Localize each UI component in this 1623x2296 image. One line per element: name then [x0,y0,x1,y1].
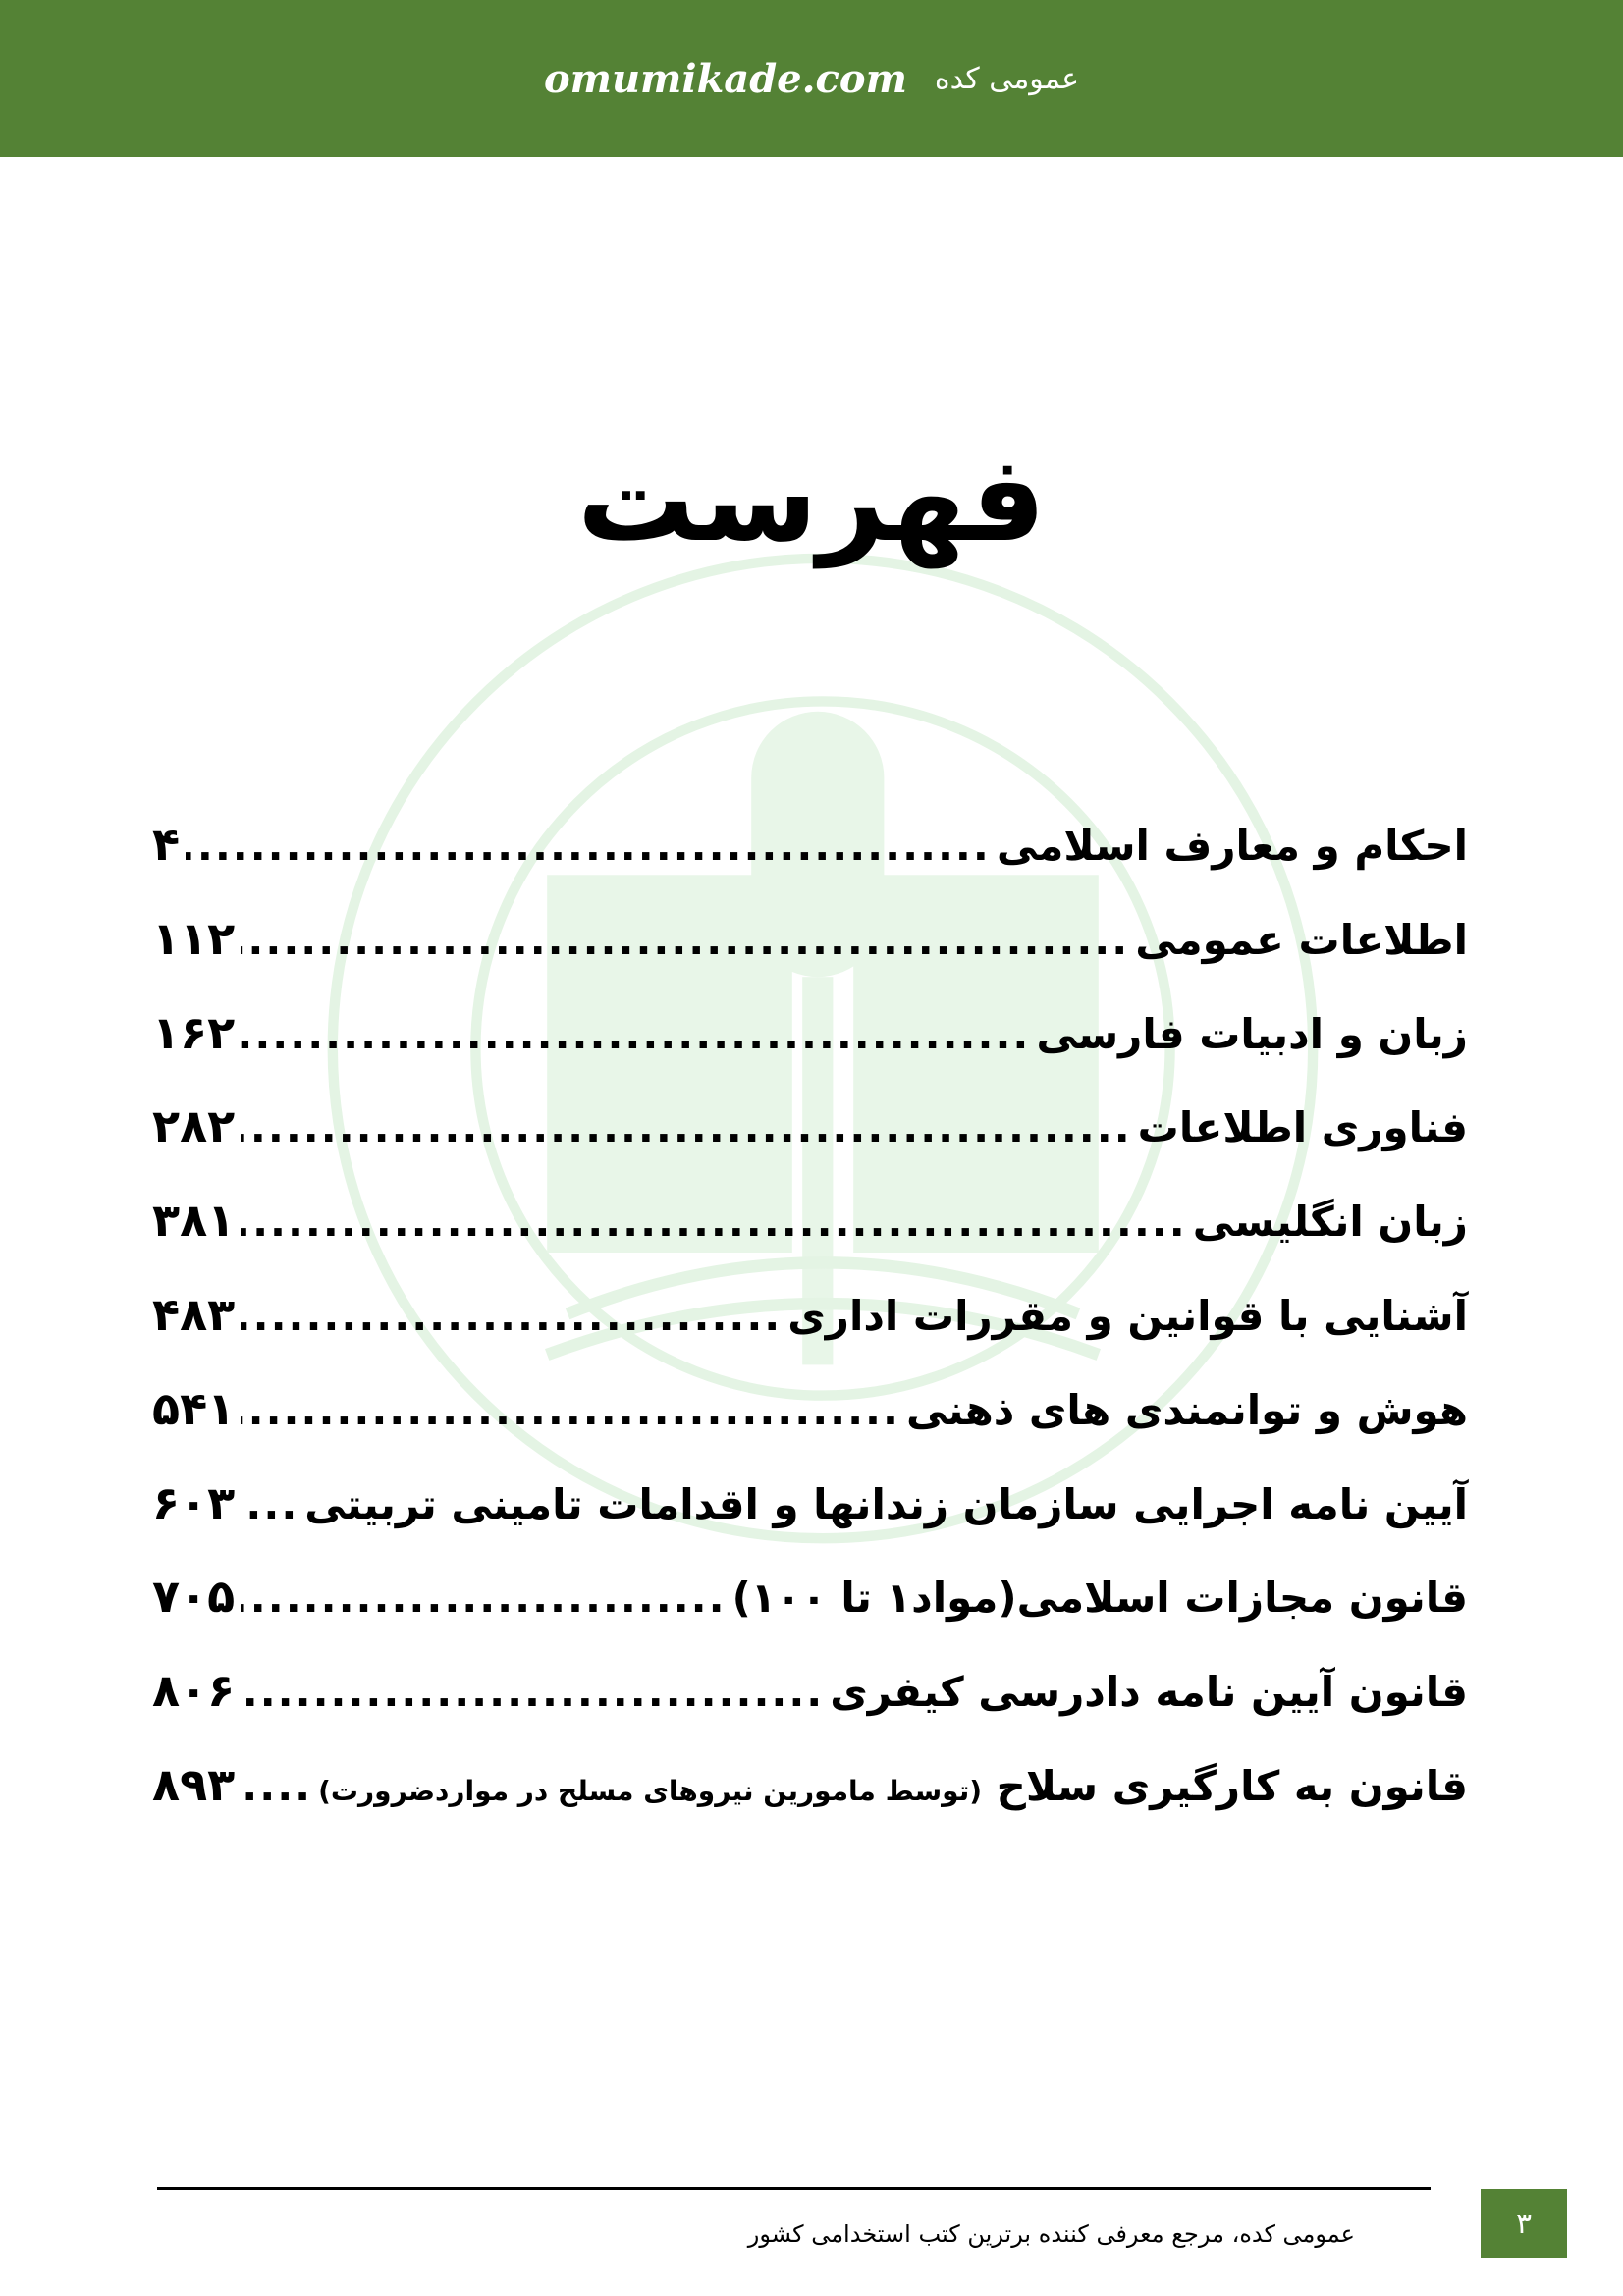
toc-entry-page: ۵۴۱ [152,1381,236,1435]
toc-entry-page: ۶۰۳ [152,1475,236,1529]
toc-entry[interactable] [152,1288,1468,1382]
toc-entry-label: قانون مجازات اسلامی(مواد۱ تا ۱۰۰) [731,1574,1468,1623]
toc-entry-page: ۴۸۳ [152,1287,236,1341]
toc-entry[interactable] [152,1664,1468,1758]
toc-leader-dots [186,822,991,870]
toc-leader-dots [241,1198,1186,1246]
site-url[interactable]: omumikade.com [543,55,907,102]
toc-leader-dots [241,1103,1131,1151]
toc-entry[interactable] [152,1194,1468,1288]
toc-entry-label-note: (توسط مامورین نیروهای مسلح در مواردضرورت) [318,1774,983,1807]
page-header [0,0,1623,157]
footer-divider [157,2187,1431,2190]
toc-entry-page: ۸۹۳ [152,1757,236,1811]
toc-entry-page: ۱۱۲ [152,911,236,965]
toc-leader-dots [241,1292,782,1340]
toc-entry-label-main: قانون به کارگیری سلاح [982,1761,1468,1810]
toc-entry[interactable] [152,1570,1468,1664]
toc-entry-label: هوش و توانمندی های ذهنی [905,1385,1468,1434]
toc-entry-label: آشنایی با قوانین و مقررات اداری [787,1291,1468,1340]
toc-leader-dots [241,1668,824,1716]
toc-entry[interactable] [152,1382,1468,1476]
toc-entry-page: ۸۰۶ [152,1664,236,1718]
toc-entry-label: اطلاعات عمومی [1135,915,1468,964]
toc-entry[interactable] [152,1099,1468,1194]
toc-entry-label: قانون آیین نامه دادرسی کیفری [830,1668,1468,1717]
toc-entry[interactable] [152,1476,1468,1571]
toc-leader-dots [241,1574,726,1622]
footer-text: عمومی کده، مرجع معرفی کننده برترین کتب استخدامی کشور [747,2220,1355,2248]
toc-entry[interactable] [152,818,1468,912]
toc-entry-page: ۲۸۲ [152,1099,236,1153]
toc-entry-page: ۱۶۲ [152,1005,236,1059]
toc-entry-label: زبان انگلیسی [1192,1198,1468,1247]
toc-entry-page: ۷۰۵ [152,1570,236,1624]
page-number-badge: ۳ [1481,2189,1567,2258]
toc-entry-page: ۴ [152,818,181,871]
table-of-contents [152,818,1468,1852]
toc-leader-dots [241,1386,900,1434]
toc-leader-dots [241,1010,1030,1058]
toc-entry-label: احکام و معارف اسلامی [996,822,1468,870]
toc-entry-label: زبان و ادبیات فارسی [1036,1009,1468,1058]
page-title: فهرست [576,432,1047,568]
toc-entry-page: ۳۸۱ [152,1194,236,1248]
toc-entry[interactable] [152,1006,1468,1100]
toc-entry-label [318,1762,1468,1810]
toc-leader-dots [241,1480,298,1528]
toc-leader-dots [241,916,1129,964]
toc-entry-label: آیین نامه اجرایی سازمان زندانها و اقدامات تامینی تربیتی [304,1479,1468,1528]
toc-entry[interactable] [152,912,1468,1006]
toc-leader-dots [241,1762,312,1810]
toc-entry-label: فناوری اطلاعات [1137,1103,1468,1152]
site-name: عمومی کده [934,61,1080,96]
toc-entry[interactable] [152,1758,1468,1852]
